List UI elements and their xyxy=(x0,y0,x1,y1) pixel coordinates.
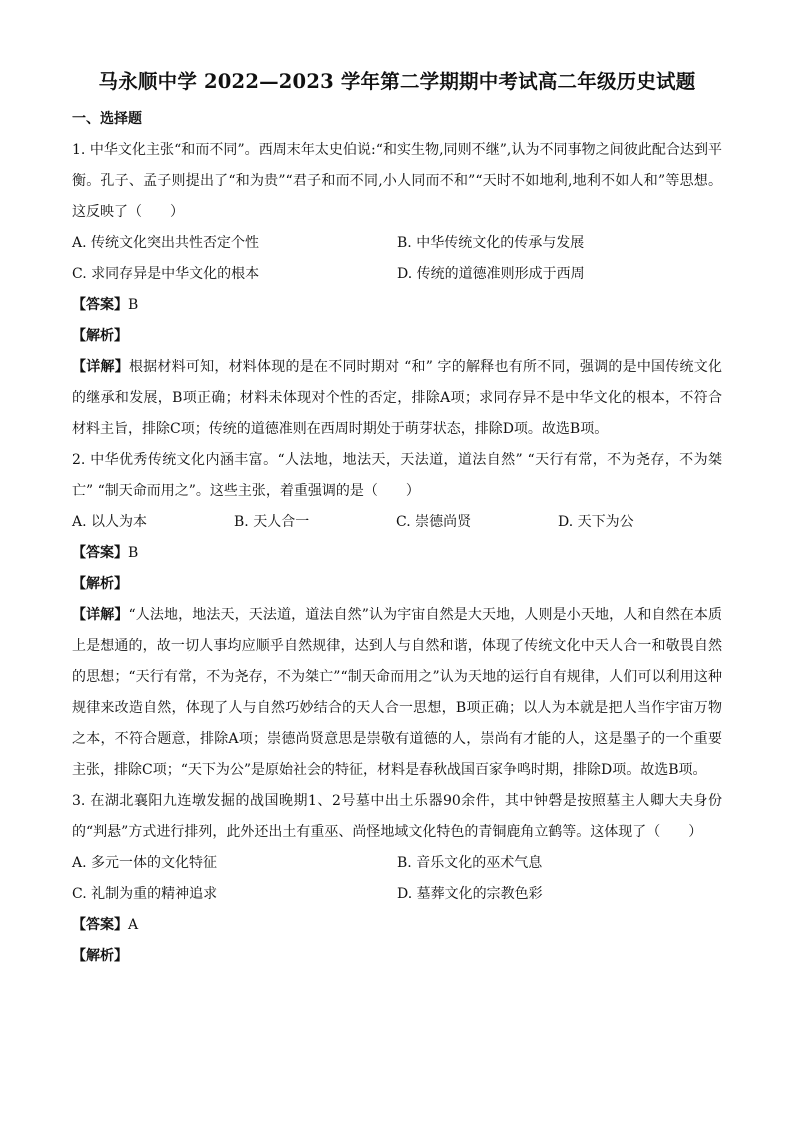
analysis-tag: 【解析】 xyxy=(72,576,128,592)
answer-tag: 【答案】 xyxy=(72,545,128,561)
answer-tag: 【答案】 xyxy=(72,917,128,933)
answer-tag: 【答案】 xyxy=(72,297,128,313)
answer-line xyxy=(72,290,722,321)
options-row xyxy=(72,507,722,538)
option-d: D. 天下为公 xyxy=(558,514,634,530)
option-a: A. 以人为本 xyxy=(72,514,148,530)
detail-tag: 【详解】 xyxy=(72,607,129,623)
detail-paragraph xyxy=(72,352,722,445)
option-b: B. 中华传统文化的传承与发展 xyxy=(397,235,585,251)
options-grid xyxy=(72,848,722,910)
analysis-line xyxy=(72,321,722,352)
detail-text: “人法地，地法天，天法道，道法自然”认为宇宙自然是大天地，人则是小天地，人和自然在本质上是想通的，故一切人事均应顺乎自然规律，达到人与自然和谐，体现了传统文化中天人合一和敬畏自然的思想；“天行有常，不为尧存，不为桀亡”“制天命而用之”认为天地的运行自有规律，人们可以利用这种规律来改造自然，体现了人与自然巧妙结合的天人合一思想，B项正确；以人为本就是把人当作宇宙万物之本，不符合题意，排除A项；崇德尚贤意思是崇敬有道德的人，崇尚有才能的人，这是墨子的一个重要主张，排除C项；“天下为公”是原始社会的特征，材料是春秋战国百家争鸣时期，排除D项。故选B项。 xyxy=(72,607,723,778)
question-1 xyxy=(72,135,722,445)
question-stem: 3. 在湖北襄阳九连墩发掘的战国晚期1、2号墓中出土乐器90余件，其中钟磬是按照墓主人卿大夫身份的“判悬”方式进行排列，此外还出土有重巫、尚怪地域文化特色的青铜鹿角立鹤等。这体现了（ ） xyxy=(72,793,722,840)
answer-value: B xyxy=(128,545,139,561)
answer-value: A xyxy=(128,917,139,933)
question-stem: 1. 中华文化主张“和而不同”。西周末年太史伯说:“和实生物,同则不继”,认为不同事物之间彼此配合达到平衡。孔子、孟子则提出了“和为贵”“君子和而不同,小人同而不和”“天时不如地利,地利不如人和”等思想。这反映了（ ） xyxy=(72,142,722,220)
option-d: D. 传统的道德准则形成于西周 xyxy=(397,266,585,282)
option-a: A. 传统文化突出共性否定个性 xyxy=(72,235,260,251)
detail-paragraph xyxy=(72,600,722,786)
option-b: B. 音乐文化的巫术气息 xyxy=(397,855,543,871)
exam-title: 马永顺中学 2022—2023 学年第二学期期中考试高二年级历史试题 xyxy=(98,70,696,93)
analysis-tag: 【解析】 xyxy=(72,328,128,344)
analysis-line xyxy=(72,569,722,600)
option-a: A. 多元一体的文化特征 xyxy=(72,855,218,871)
answer-line xyxy=(72,538,722,569)
option-b: B. 天人合一 xyxy=(234,514,310,530)
exam-content xyxy=(72,107,722,972)
question-2 xyxy=(72,445,722,786)
analysis-line xyxy=(72,941,722,972)
option-c: C. 崇德尚贤 xyxy=(396,514,472,530)
question-3 xyxy=(72,786,722,972)
analysis-tag: 【解析】 xyxy=(72,948,128,964)
answer-line xyxy=(72,910,722,941)
options-grid xyxy=(72,228,722,290)
option-c: C. 求同存异是中华文化的根本 xyxy=(72,266,260,282)
option-d: D. 墓葬文化的宗教色彩 xyxy=(397,886,543,902)
detail-tag: 【详解】 xyxy=(72,359,129,375)
answer-value: B xyxy=(128,297,139,313)
question-stem: 2. 中华优秀传统文化内涵丰富。“人法地，地法天，天法道，道法自然” “天行有常，不为尧存，不为桀亡” “制天命而用之”。这些主张，着重强调的是（ ） xyxy=(72,452,722,499)
option-c: C. 礼制为重的精神追求 xyxy=(72,886,218,902)
detail-text: 根据材料可知，材料体现的是在不同时期对 “和” 字的解释也有所不同，强调的是中国传统文化的继承和发展，B项正确；材料未体现对个性的否定，排除A项；求同存异不是中华文化的根本，不符合材料主旨，排除C项；传统的道德准则在西周时期处于萌芽状态，排除D项。故选B项。 xyxy=(72,359,722,437)
section-heading: 一、选择题 xyxy=(72,111,142,127)
